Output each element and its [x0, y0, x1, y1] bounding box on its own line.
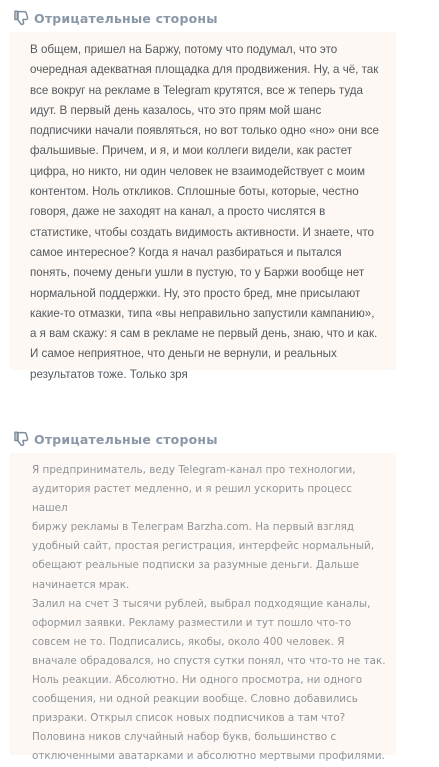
review-line: Ноль реакции. Абсолютно. Ни одного просмотра, ни одного [32, 674, 363, 687]
review-line: совсем не то. Подписались, якобы, около 400 человек. Я [32, 635, 345, 648]
review-line: биржу рекламы в Телеграм Barzha.com. На первый взгляд [32, 521, 355, 534]
review-card [10, 6, 396, 381]
review-line: Залил на счет 3 тысячи рублей, выбрал подходящие каналы, [32, 597, 371, 610]
review-header [10, 6, 396, 30]
review-line: Половина ников случайный набор букв, большинство с [32, 731, 337, 744]
review-line: удобный сайт, простая регистрация, интерфейс нормальный, [32, 540, 375, 553]
review-title: Отрицательные стороны [34, 10, 218, 26]
review-line: начинается мрак. [32, 578, 130, 591]
thumbs-down-icon [12, 9, 30, 27]
review-line: сообщения, ни одной реакции вообще. Словно добавились [32, 693, 358, 706]
review-text [32, 461, 386, 767]
review-line: вначале обрадовался, но спустя сутки понял, что что-то не так. [32, 654, 386, 667]
review-line: Я предприниматель, веду Telegram-канал про технологии, [32, 464, 356, 476]
review-line: обещают реальные подписки за разумные деньги. Дальше [32, 559, 359, 572]
review-line: оформил заявки. Рекламу разместили и тут пошло что-то [32, 616, 352, 629]
review-card [10, 427, 396, 763]
review-title: Отрицательные стороны [34, 431, 218, 447]
review-line: отключенными аватарками и абсолютно мертвыми профилями. [32, 750, 385, 763]
review-line: аудитория растет медленно, и я решил ускорить процесс нашел [32, 483, 353, 515]
review-header [10, 427, 396, 451]
thumbs-down-icon [12, 430, 30, 448]
review-body [10, 453, 396, 763]
review-line: призраки. Открыл список новых подписчиков а там что? [32, 712, 346, 725]
review-body [10, 32, 396, 381]
review-text: В общем, пришел на Баржу, потому что подумал, что это очередная адекватная площадка для продвижения. Ну, а чё, так все вокруг на рекламе в Telegram крутятся, все ж теперь туда идут. В первый день казалось, что это прям мой шанс подписчики начали появляться, но вот только одно «но» они все фальшивые. Причем, и я, и мои коллеги видели, как растет цифра, но никто, ни один человек не взаимодействует с моим контентом. Ноль откликов. Сплошные боты, которые, честно говоря, даже не заходят на канал, а просто числятся в статистике, чтобы создать видимость активности. И знаете, что самое интересное? Когда я начал разбираться и пытался понять, почему деньги ушли в пустую, то у Баржи вообще нет нормальной поддержки. Ну, это просто бред, мне присылают какие-то отмазки, типа «вы неправильно запустили кампанию», а я вам скажу: я сам в рекламе не первый день, знаю, что и как. И самое неприятное, что деньги не вернули, и реальных результатов тоже. Только зря [30, 43, 379, 381]
